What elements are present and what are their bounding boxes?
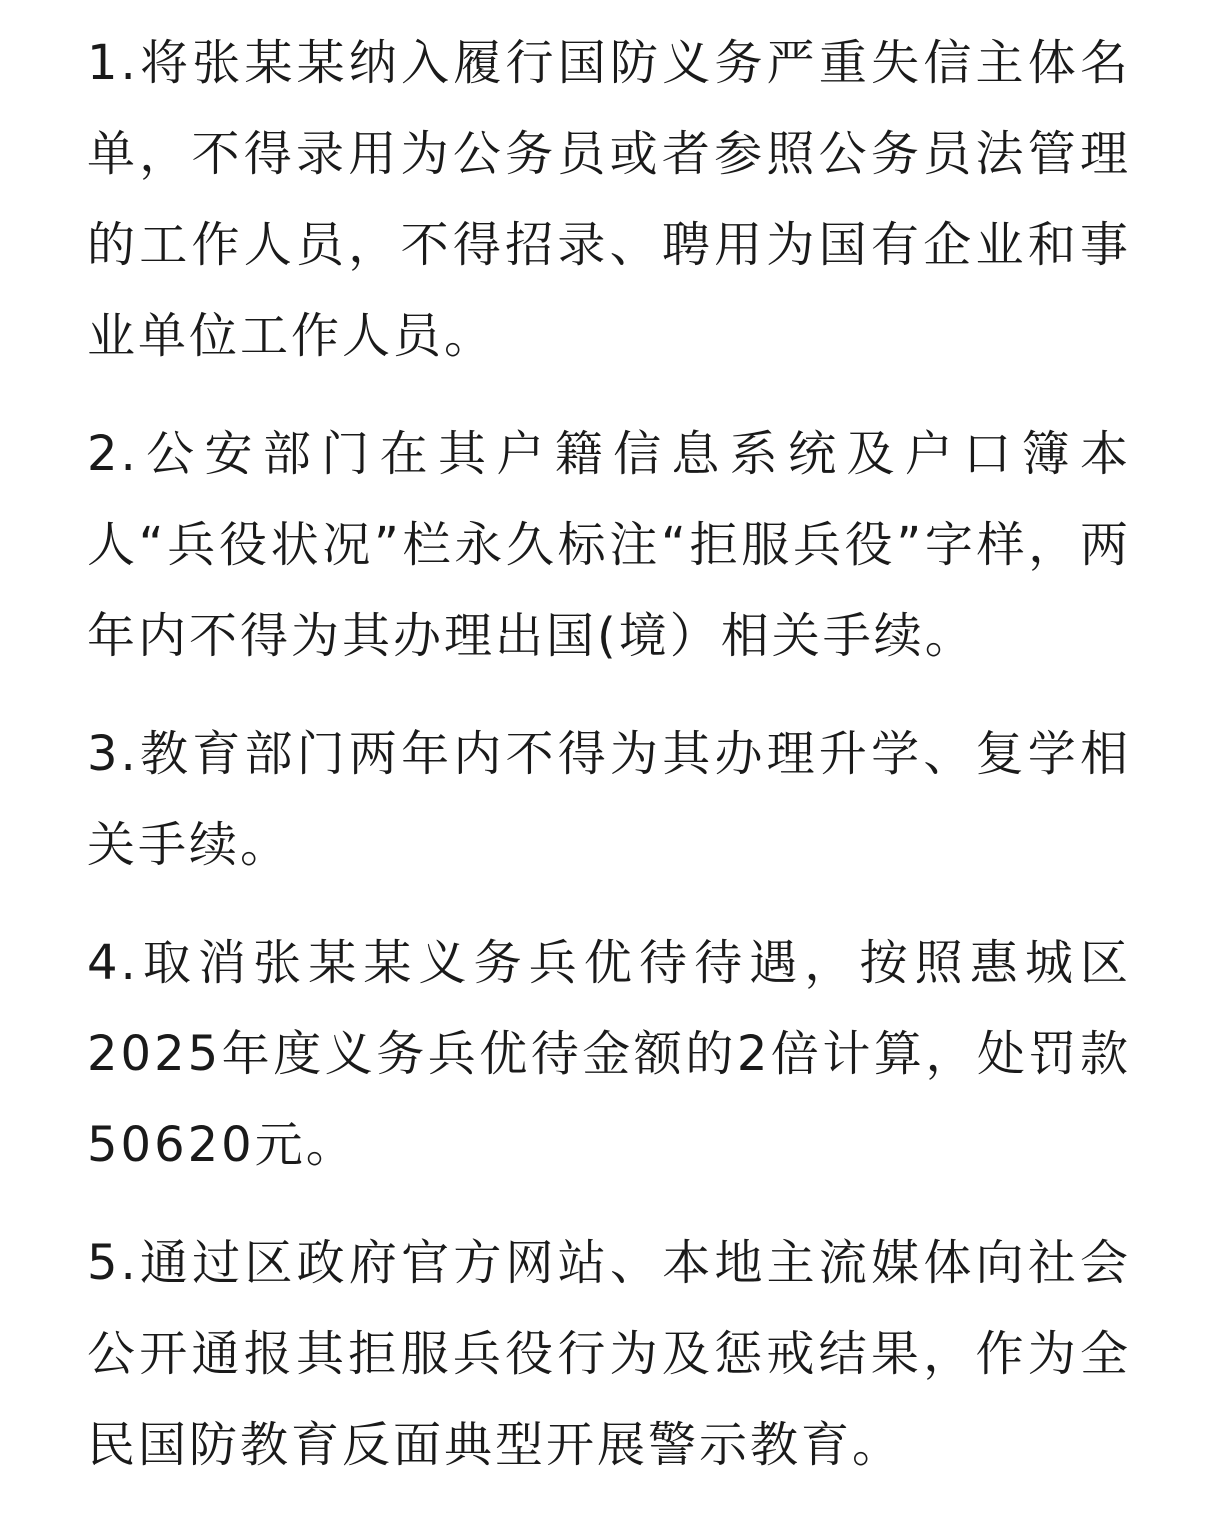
article-paragraph-4: 4.取消张某某义务兵优待待遇，按照惠城区2025年度义务兵优待金额的2倍计算，处罚款50620元。 <box>87 935 1131 1173</box>
article-body <box>87 18 1131 1491</box>
article-paragraph-2: 2.公安部门在其户籍信息系统及户口簿本人“兵役状况”栏永久标注“拒服兵役”字样，两年内不得为其办理出国(境）相关手续。 <box>87 426 1131 664</box>
article-paragraph-1: 1.将张某某纳入履行国防义务严重失信主体名单，不得录用为公务员或者参照公务员法管理的工作人员，不得招录、聘用为国有企业和事业单位工作人员。 <box>87 35 1131 364</box>
article-paragraph-3: 3.教育部门两年内不得为其办理升学、复学相关手续。 <box>87 726 1131 873</box>
article-paragraph-5: 5.通过区政府官方网站、本地主流媒体向社会公开通报其拒服兵役行为及惩戒结果，作为全民国防教育反面典型开展警示教育。 <box>87 1235 1131 1473</box>
